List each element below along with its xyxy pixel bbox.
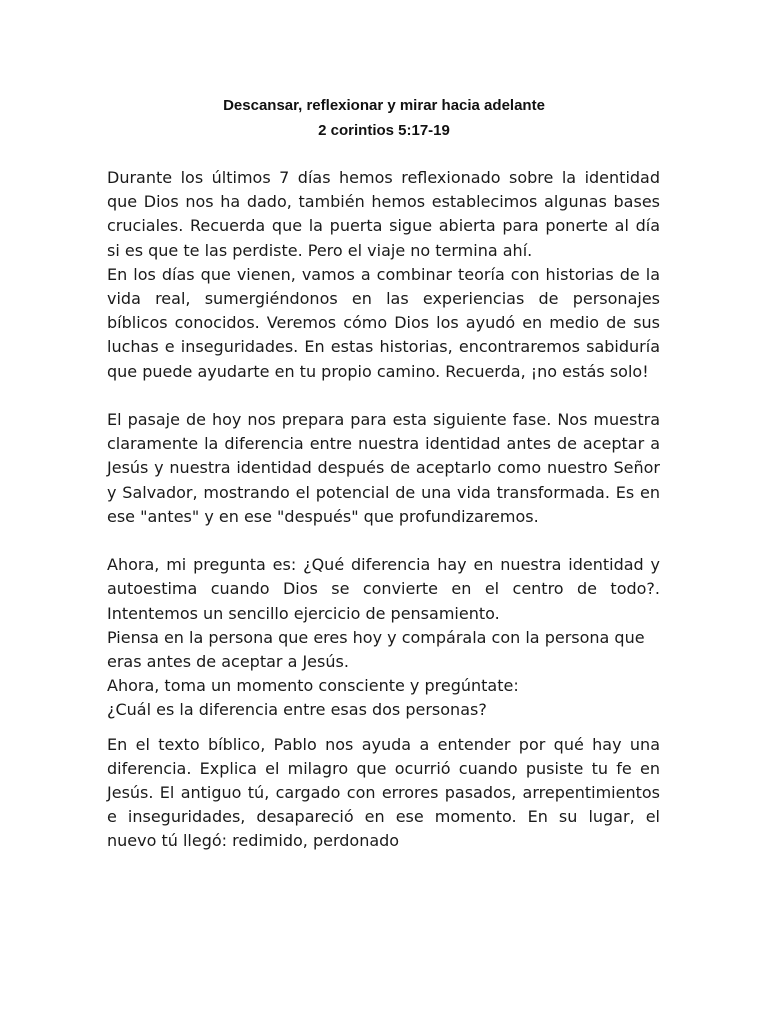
paragraph-intro: Durante los últimos 7 días hemos reflexionado sobre la identidad que Dios nos ha dado, también hemos establecimos algunas bases cruciales. Recuerda que la puerta sigue abierta para ponerte al día si es que te las perdiste. Pero el viaje no termina ahí. (107, 168, 660, 260)
paragraph-question: Ahora, mi pregunta es: ¿Qué diferencia hay en nuestra identidad y autoestima cuando Dios se convierte en el centro de todo?. Intentemos un sencillo ejercicio de pensamiento. (107, 555, 660, 623)
document-title: Descansar, reflexionar y mirar hacia adelante (223, 97, 545, 114)
scripture-reference: 2 corintios 5:17-19 (318, 122, 450, 139)
paragraph-todays-passage: El pasaje de hoy nos prepara para esta siguiente fase. Nos muestra claramente la diferencia entre nuestra identidad antes de aceptar a Jesús y nuestra identidad después de aceptarlo como nuestro Señor y Salvador, mostrando el potencial de una vida transformada. Es en ese "antes" y en ese "después" que profundizaremos. (107, 410, 660, 526)
title-block (0, 93, 768, 143)
paragraph-biblical-text: En el texto bíblico, Pablo nos ayuda a entender por qué hay una diferencia. Explica el milagro que ocurrió cuando pusiste tu fe en Jesús. El antiguo tú, cargado con errores pasados, arrepentimientos e inseguridades, desapareció en ese momento. En su lugar, el nuevo tú llegó: redimido, perdonado (107, 734, 660, 851)
paragraph-think-exercise: Piensa en la persona que eres hoy y compárala con la persona que eras antes de aceptar a Jesús. (107, 627, 645, 672)
paragraph-coming-days: En los días que vienen, vamos a combinar teoría con historias de la vida real, sumergiéndonos en las experiencias de personajes bíblicos conocidos. Veremos cómo Dios los ayudó en medio de sus luchas e inseguridades. En estas historias, encontraremos sabiduría que puede ayudarte en tu propio camino. Recuerda, ¡no estás solo! (107, 264, 660, 381)
paragraph-difference-question: ¿Cuál es la diferencia entre esas dos personas? (107, 700, 487, 720)
paragraph-take-moment: Ahora, toma un momento consciente y pregúntate: (107, 676, 519, 696)
document-body (107, 166, 660, 854)
